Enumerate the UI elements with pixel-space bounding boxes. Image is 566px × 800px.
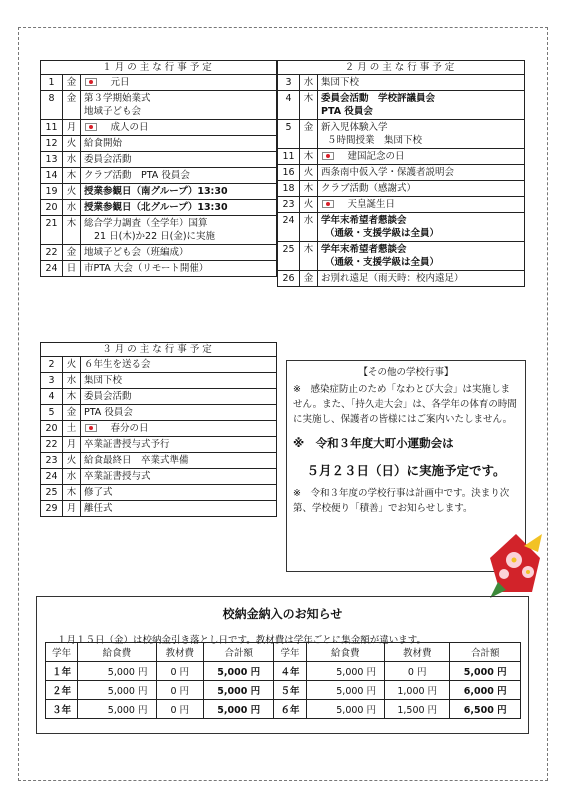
february-schedule-table	[277, 60, 525, 287]
schedule-weekday: 火	[300, 197, 318, 213]
schedule-weekday: 金	[300, 271, 318, 287]
schedule-row	[278, 242, 525, 271]
schedule-event-text: 集団下校	[84, 375, 123, 386]
fee-cell: １年	[46, 662, 78, 681]
schedule-row	[41, 184, 277, 200]
march-header-row	[41, 343, 277, 357]
fee-cell: 1,500 円	[384, 700, 449, 719]
schedule-event-text: 給食最終日 卒業式準備	[84, 455, 189, 466]
fee-cell: 6,500 円	[450, 700, 521, 719]
fee-header-cell: 合計額	[450, 643, 521, 662]
schedule-day: 21	[41, 216, 63, 245]
fee-header-cell: 学年	[274, 643, 306, 662]
schedule-day: 14	[41, 168, 63, 184]
schedule-event-text: クラブ活動（感謝式）	[321, 183, 417, 194]
sports-day-note: ※ 令和３年度大町小運動会は	[293, 436, 454, 450]
fee-cell: 5,000 円	[78, 681, 156, 700]
schedule-event-text: 授業参観日（北グループ）13:30	[84, 202, 228, 213]
schedule-weekday: 火	[63, 357, 81, 373]
fee-header-cell: 学年	[46, 643, 78, 662]
schedule-event-text: 学年末希望者懇談会	[321, 244, 407, 255]
schedule-event	[81, 485, 277, 501]
schedule-weekday: 木	[300, 242, 318, 271]
schedule-event	[81, 168, 277, 184]
schedule-event	[81, 405, 277, 421]
schedule-day: 13	[41, 152, 63, 168]
schedule-event-text: 第３学期始業式	[84, 93, 151, 104]
schedule-event-text: 卒業証書授与式予行	[84, 439, 170, 450]
schedule-day: 11	[278, 149, 300, 165]
schedule-day: 24	[41, 469, 63, 485]
fee-cell: 1,000 円	[384, 681, 449, 700]
schedule-row	[41, 261, 277, 277]
schedule-event	[81, 184, 277, 200]
schedule-day: 3	[278, 75, 300, 91]
fee-cell: ２年	[46, 681, 78, 700]
march-header: ３月の主な行事予定	[41, 343, 277, 357]
schedule-weekday: 月	[63, 501, 81, 517]
fee-header-cell: 教材費	[156, 643, 203, 662]
schedule-row	[41, 120, 277, 136]
schedule-event	[318, 120, 525, 149]
schedule-row	[278, 165, 525, 181]
schedule-event-text: 建国記念の日	[321, 150, 521, 163]
schedule-event	[81, 469, 277, 485]
schedule-weekday: 水	[63, 200, 81, 216]
schedule-row	[278, 120, 525, 149]
schedule-event	[81, 389, 277, 405]
schedule-row	[41, 437, 277, 453]
schedule-event	[81, 453, 277, 469]
schedule-row	[41, 200, 277, 216]
sports-day-date: ５月２３日（日）に実施予定です。	[306, 463, 506, 478]
schedule-day: 5	[278, 120, 300, 149]
schedule-event-text: 春分の日	[84, 422, 273, 435]
school-fee-box	[36, 596, 529, 734]
schedule-event	[81, 136, 277, 152]
schedule-weekday: 火	[63, 136, 81, 152]
schedule-day: 26	[278, 271, 300, 287]
schedule-event-text: 元日	[84, 76, 273, 89]
schedule-event	[81, 91, 277, 120]
schedule-day: 1	[41, 75, 63, 91]
schedule-event-text: 離任式	[84, 503, 113, 514]
schedule-weekday: 金	[63, 75, 81, 91]
schedule-weekday: 木	[300, 149, 318, 165]
schedule-weekday: 木	[300, 181, 318, 197]
fee-cell: ４年	[274, 662, 306, 681]
fee-cell: 0 円	[384, 662, 449, 681]
fee-title: 校納金納入のお知らせ	[222, 607, 343, 621]
schedule-event-text-2: 21 日(木)か22 日(金)に実施	[94, 231, 216, 242]
schedule-row	[278, 197, 525, 213]
schedule-row	[41, 389, 277, 405]
schedule-day: 25	[41, 485, 63, 501]
schedule-weekday: 水	[300, 213, 318, 242]
schedule-day: 24	[278, 213, 300, 242]
schedule-row	[41, 168, 277, 184]
schedule-event	[318, 91, 525, 120]
schedule-event-text: 修了式	[84, 487, 113, 498]
schedule-weekday: 木	[63, 389, 81, 405]
fee-cell: 5,000 円	[203, 681, 274, 700]
schedule-weekday: 日	[63, 261, 81, 277]
fee-row	[46, 662, 521, 681]
other-events-note-1: ※ 感染症防止のため「なわとび大会」は実施しません。また、「持久走大会」は、各学年の体育の時間に実施し、保護者の皆様にはご案内いたしません。	[293, 384, 517, 425]
schedule-event	[81, 501, 277, 517]
schedule-event	[81, 437, 277, 453]
schedule-day: 8	[41, 91, 63, 120]
schedule-weekday: 金	[300, 120, 318, 149]
fee-cell: 5,000 円	[306, 681, 384, 700]
schedule-row	[41, 245, 277, 261]
schedule-row	[41, 501, 277, 517]
schedule-day: 12	[41, 136, 63, 152]
schedule-event	[318, 181, 525, 197]
schedule-event-text-2: （通級・支援学級は全員）	[325, 257, 440, 268]
schedule-row	[41, 373, 277, 389]
schedule-row	[278, 271, 525, 287]
schedule-event-text: 総合学力調査（全学年）国算	[84, 218, 208, 229]
schedule-event-text: 学年末希望者懇談会	[321, 215, 407, 226]
schedule-event-text: 西条南中仮入学・保護者説明会	[321, 167, 455, 178]
fee-cell: 0 円	[156, 700, 203, 719]
schedule-day: 11	[41, 120, 63, 136]
schedule-day: 22	[41, 437, 63, 453]
schedule-event-text: 市PTA 大会（リモート開催）	[84, 263, 209, 274]
schedule-day: 22	[41, 245, 63, 261]
schedule-event	[81, 373, 277, 389]
schedule-weekday: 水	[63, 373, 81, 389]
japan-flag-icon	[85, 424, 97, 432]
schedule-event	[81, 357, 277, 373]
japan-flag-icon	[322, 200, 334, 208]
schedule-day: 2	[41, 357, 63, 373]
schedule-event-text: 集団下校	[321, 77, 360, 88]
schedule-weekday: 木	[63, 168, 81, 184]
schedule-row	[41, 357, 277, 373]
fee-header-cell: 教材費	[384, 643, 449, 662]
schedule-event-text: 委員会活動 学校評議員会	[321, 93, 436, 104]
japan-flag-icon	[322, 152, 334, 160]
fee-cell: ６年	[274, 700, 306, 719]
japan-flag-icon	[85, 78, 97, 86]
schedule-weekday: 水	[300, 75, 318, 91]
schedule-event-text: PTA 役員会	[84, 407, 133, 418]
february-header: ２月の主な行事予定	[278, 61, 525, 75]
schedule-event-text: 委員会活動	[84, 391, 132, 402]
schedule-row	[278, 149, 525, 165]
schedule-row	[41, 75, 277, 91]
schedule-event	[81, 120, 277, 136]
schedule-row	[41, 469, 277, 485]
schedule-row	[278, 181, 525, 197]
schedule-event-text: 授業参観日（南グループ）13:30	[84, 186, 228, 197]
schedule-event	[81, 245, 277, 261]
schedule-day: 23	[41, 453, 63, 469]
schedule-weekday: 火	[300, 165, 318, 181]
fee-cell: 5,000 円	[306, 700, 384, 719]
schedule-day: 19	[41, 184, 63, 200]
schedule-weekday: 月	[63, 120, 81, 136]
schedule-event-text: 天皇誕生日	[321, 198, 521, 211]
fee-cell: 0 円	[156, 662, 203, 681]
schedule-row	[278, 213, 525, 242]
schedule-weekday: 水	[63, 469, 81, 485]
schedule-event-text: 成人の日	[84, 121, 273, 134]
schedule-event	[81, 261, 277, 277]
schedule-day: 20	[41, 200, 63, 216]
schedule-day: 16	[278, 165, 300, 181]
schedule-weekday: 火	[63, 184, 81, 200]
schedule-row	[278, 75, 525, 91]
schedule-day: 3	[41, 373, 63, 389]
schedule-day: 29	[41, 501, 63, 517]
schedule-event	[81, 216, 277, 245]
schedule-weekday: 水	[63, 152, 81, 168]
schedule-day: 18	[278, 181, 300, 197]
schedule-event-text: お別れ遠足（雨天時：校内遠足）	[321, 273, 464, 284]
schedule-event-text: クラブ活動 PTA 役員会	[84, 170, 190, 181]
schedule-event	[81, 75, 277, 91]
fee-cell: 5,000 円	[78, 662, 156, 681]
fee-cell: ３年	[46, 700, 78, 719]
fee-cell: 5,000 円	[203, 662, 274, 681]
other-events-note-3: ※ 令和３年度の学校行事は計画中です。決まり次第、学校便り「積善」でお知らせします。	[293, 488, 510, 514]
february-header-row	[278, 61, 525, 75]
schedule-event	[318, 242, 525, 271]
schedule-weekday: 火	[63, 453, 81, 469]
fee-header-cell: 合計額	[203, 643, 274, 662]
schedule-row	[41, 453, 277, 469]
schedule-day: 23	[278, 197, 300, 213]
schedule-event	[318, 149, 525, 165]
schedule-day: 25	[278, 242, 300, 271]
schedule-event-text: 新入児体験入学	[321, 122, 388, 133]
fee-row	[46, 681, 521, 700]
schedule-day: 24	[41, 261, 63, 277]
schedule-row	[41, 152, 277, 168]
fee-cell: 5,000 円	[78, 700, 156, 719]
schedule-event-text-2: （通級・支援学級は全員）	[325, 228, 440, 239]
new-year-ornament-icon	[486, 528, 544, 600]
schedule-weekday: 木	[63, 216, 81, 245]
schedule-day: 5	[41, 405, 63, 421]
fee-header-cell: 給食費	[306, 643, 384, 662]
schedule-row	[278, 91, 525, 120]
schedule-event	[318, 271, 525, 287]
fee-cell: 5,000 円	[306, 662, 384, 681]
schedule-event-text: 給食開始	[84, 138, 123, 149]
schedule-weekday: 金	[63, 405, 81, 421]
fee-cell: 5,000 円	[203, 700, 274, 719]
schedule-row	[41, 91, 277, 120]
schedule-event-text: 地域子ども会（班編成）	[84, 247, 189, 258]
schedule-day: 4	[278, 91, 300, 120]
january-header: １月の主な行事予定	[41, 61, 277, 75]
schedule-event	[318, 213, 525, 242]
schedule-weekday: 土	[63, 421, 81, 437]
schedule-weekday: 金	[63, 91, 81, 120]
schedule-row	[41, 405, 277, 421]
january-header-row	[41, 61, 277, 75]
fee-row	[46, 700, 521, 719]
schedule-event	[318, 75, 525, 91]
fee-note: １月１５日（金）は校納金引き落とし日です。教材費は学年ごとに集金額が違います。	[57, 635, 426, 646]
schedule-event	[81, 421, 277, 437]
schedule-weekday: 木	[63, 485, 81, 501]
march-schedule-table	[40, 342, 277, 517]
schedule-weekday: 月	[63, 437, 81, 453]
schedule-event	[81, 152, 277, 168]
schedule-event-text-2: 地域子ども会	[84, 106, 142, 117]
fee-cell: ５年	[274, 681, 306, 700]
other-events-title: 【その他の学校行事】	[358, 367, 454, 378]
schedule-weekday: 金	[63, 245, 81, 261]
japan-flag-icon	[85, 123, 97, 131]
schedule-row	[41, 485, 277, 501]
schedule-row	[41, 421, 277, 437]
schedule-event-text: 卒業証書授与式	[84, 471, 151, 482]
fee-header-cell: 給食費	[78, 643, 156, 662]
schedule-event	[318, 197, 525, 213]
schedule-row	[41, 136, 277, 152]
schedule-event-text-2: ５時間授業 集団下校	[327, 135, 423, 146]
january-schedule-table	[40, 60, 277, 277]
schedule-row	[41, 216, 277, 245]
fee-cell: 5,000 円	[450, 662, 521, 681]
schedule-day: 4	[41, 389, 63, 405]
schedule-event	[81, 200, 277, 216]
schedule-day: 20	[41, 421, 63, 437]
schedule-event-text-2: PTA 役員会	[321, 106, 373, 117]
fee-table	[45, 642, 521, 719]
schedule-event-text: ６年生を送る会	[84, 359, 151, 370]
fee-cell: 0 円	[156, 681, 203, 700]
schedule-event	[318, 165, 525, 181]
fee-cell: 6,000 円	[450, 681, 521, 700]
schedule-event-text: 委員会活動	[84, 154, 132, 165]
schedule-weekday: 木	[300, 91, 318, 120]
